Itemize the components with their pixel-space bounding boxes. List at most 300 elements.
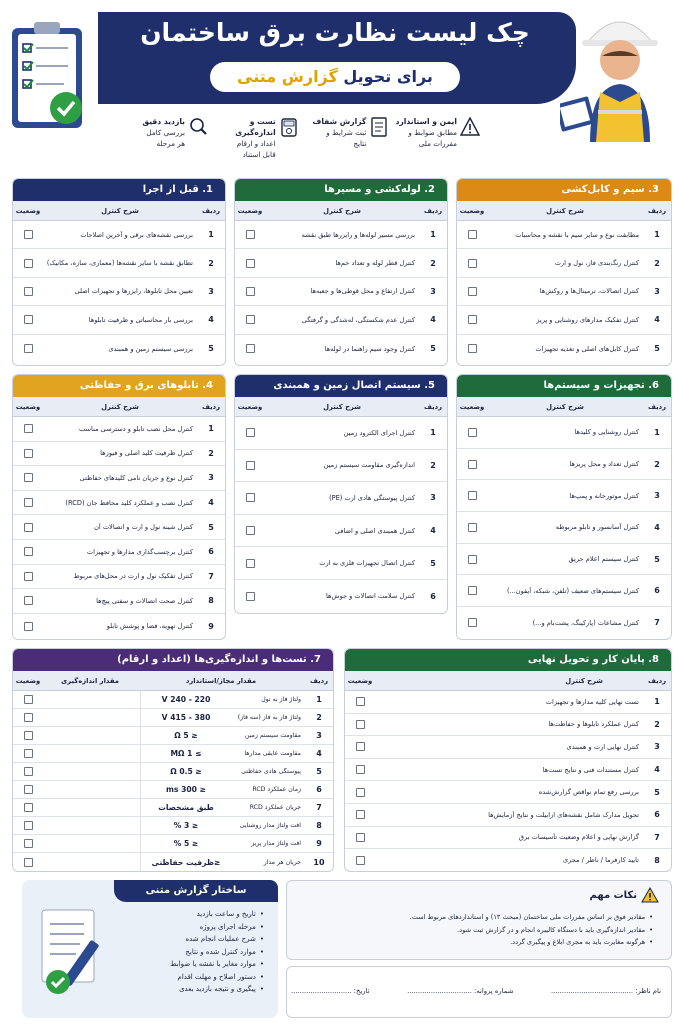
test-row [13,691,333,709]
col-no: ردیف [647,206,667,215]
measured-value-field[interactable] [43,817,141,834]
row-description: کنترل آسانسور و تابلو مربوطه [555,523,639,532]
col-status: وضعیت [15,206,41,215]
row-number: 2 [208,258,214,268]
status-checkbox[interactable] [246,287,255,296]
checklist-row [235,450,447,483]
status-checkbox[interactable] [468,555,477,564]
status-checkbox[interactable] [468,259,477,268]
table-header [345,671,671,691]
col-desc: شرح کنترل [546,402,584,411]
row-description: کنترل موتورخانه و پمپ‌ها [569,491,639,500]
report-item: • پیگیری و نتیجه بازدید بعدی [114,983,264,996]
row-description: بررسی مسیر لوله‌ها و رایزرها طبق نقشه [301,230,415,239]
row-number: 5 [208,522,214,532]
checklist-row [235,580,447,613]
table-header [457,201,671,221]
test-description: جریان عملکرد RCD [249,804,301,811]
row-description: کنترل همبندی اصلی و اضافی [334,526,415,535]
row-description: کنترل برچسب‌گذاری مدارها و تجهیزات [86,547,193,556]
row-number: 6 [208,547,214,557]
test-description: افت ولتاژ مدار روشنایی [239,822,301,829]
test-row [13,817,333,835]
checklist-row [457,335,671,363]
row-number: 1 [430,428,436,438]
report-item: • موارد مغایر با نقشه یا ضوابط [114,958,264,971]
row-description: کنترل تفکیک نول و ارت در محل‌های مربوط [73,572,193,581]
feature-title: بازدید دقیق [142,117,186,126]
status-checkbox[interactable] [24,498,33,507]
feature-line: بررسی کامل [146,128,186,137]
feature-line: قابل استناد [242,150,276,159]
col-no: ردیف [201,402,221,411]
section-title: 2. لوله‌کشی و مسیرها [235,179,447,201]
col-desc: شرح کنترل [323,206,361,215]
section-conduits [234,178,448,366]
checklist-row [13,278,225,306]
col-value: مقدار مجاز/استاندارد [185,676,257,685]
row-number: 2 [654,258,660,268]
test-row [13,763,333,781]
row-number: 5 [430,558,436,568]
table-header [13,201,225,221]
table-header [13,671,333,691]
row-number: 8 [654,855,660,865]
row-description: کنترل محل نصب تابلو و دسترسی مناسب [78,424,193,433]
test-row [13,727,333,745]
section-equipment [456,374,672,640]
col-no: ردیف [423,402,443,411]
row-number: 5 [654,344,660,354]
status-checkbox[interactable] [24,572,33,581]
col-status: وضعیت [347,676,373,685]
row-description: کنترل تعداد و محل پریزها [569,460,639,469]
status-checkbox[interactable] [24,287,33,296]
col-desc: شرح کنترل [565,676,603,685]
row-description: کنترل اتصال تجهیزات فلزی به ارت [319,559,415,568]
status-checkbox[interactable] [24,767,33,776]
status-checkbox[interactable] [24,424,33,433]
row-number: 3 [430,493,436,503]
col-status: وضعیت [15,676,41,685]
status-checkbox[interactable] [468,428,477,437]
measured-value-field[interactable] [43,745,141,762]
test-row [13,853,333,871]
row-description: کنترل قطر لوله و تعداد خم‌ها [335,259,415,268]
row-number: 6 [654,586,660,596]
row-description: تطابق نقشه با سایر نقشه‌ها (معماری، سازه، مکانیک) [46,259,193,268]
row-number: 4 [430,526,436,536]
status-checkbox[interactable] [24,803,33,812]
test-standard-value: 220 - 240 V [161,695,211,704]
row-number: 2 [430,460,436,470]
row-number: 6 [430,591,436,601]
status-checkbox[interactable] [24,858,33,867]
status-checkbox[interactable] [356,697,365,706]
checklist-row [457,449,671,481]
report-icon [369,116,389,138]
measured-value-field[interactable] [43,781,141,798]
status-checkbox[interactable] [468,618,477,627]
col-status: وضعیت [459,206,485,215]
row-description: کنترل عدم شکستگی، له‌شدگی و گرفتگی [301,315,415,324]
checklist-row [235,417,447,450]
note-item: • مقادیر اندازه‌گیری باید با دستگاه کالیبره انجام و در گزارش ثبت شود. [303,924,653,937]
status-checkbox[interactable] [468,491,477,500]
checklist-row [13,221,225,249]
note-item: • مقادیر فوق بر اساس مقررات ملی ساختمان (مبحث ۱۳) و استانداردهای مربوط است. [303,911,653,924]
section-wiring [456,178,672,366]
checklist-row [13,335,225,363]
section-title: 1. قبل از اجرا [13,179,225,201]
checklist-row [457,512,671,544]
status-checkbox[interactable] [24,622,33,631]
checklist-row [235,515,447,548]
signature-panel [286,966,672,1018]
measured-value-field[interactable] [43,853,141,871]
status-checkbox[interactable] [24,473,33,482]
checklist-row [457,249,671,277]
checklist-row [13,614,225,639]
checklist-row [13,540,225,565]
row-number: 2 [316,713,322,722]
col-status: وضعیت [459,402,485,411]
status-checkbox[interactable] [24,749,33,758]
report-item: • موارد کنترل شده و نتایج [114,946,264,959]
status-checkbox[interactable] [246,526,255,535]
date-field[interactable]: تاریخ: ............................ [291,987,370,995]
report-structure-panel [22,880,278,1018]
note-item: • هرگونه مغایرت باید به مجری ابلاغ و پیگیری گردد. [303,936,653,949]
report-item: • تاریخ و ساعت بازدید [114,908,264,921]
status-checkbox[interactable] [356,720,365,729]
section-title: 8. پایان کار و تحویل نهایی [345,649,671,671]
row-number: 6 [654,810,660,820]
row-description: کنترل روشنایی و کلیدها [574,428,639,437]
row-description: بررسی نقشه‌های برقی و آخرین اصلاحات [80,230,193,239]
status-checkbox[interactable] [468,460,477,469]
row-number: 1 [654,697,660,707]
status-checkbox[interactable] [246,230,255,239]
test-description: ولتاژ فاز به فاز (سه فاز) [237,714,301,721]
status-checkbox[interactable] [246,428,255,437]
row-description: کنترل رنگ‌بندی فاز، نول و ارت [554,259,639,268]
status-checkbox[interactable] [24,449,33,458]
supervisor-name-field[interactable]: نام ناظر: ...................................... [550,987,661,995]
row-number: 1 [654,230,660,240]
section-title: 4. تابلوهای برق و حفاظتی [13,375,225,397]
checklist-row [13,417,225,442]
row-description: کنترل عملکرد تابلوها و حفاظت‌ها [548,720,639,729]
measured-value-field[interactable] [43,799,141,816]
status-checkbox[interactable] [24,596,33,605]
status-checkbox[interactable] [468,586,477,595]
feature-title: گزارش شفاف [312,117,367,126]
feature-line: اعداد و ارقام [236,139,276,148]
test-standard-value: طبق مشخصات [158,803,214,812]
status-checkbox[interactable] [24,731,33,740]
section-title: 7. تست‌ها و اندازه‌گیری‌ها (اعداد و ارقام) [13,649,333,671]
row-number: 5 [654,554,660,564]
test-standard-value: ≤ 3 % [173,821,199,830]
measured-value-field[interactable] [43,691,141,708]
row-number: 8 [316,821,322,830]
checklist-row [345,827,671,850]
important-notes-panel [286,880,672,960]
checklist-row [13,491,225,516]
row-description: گزارش نهایی و اعلام وضعیت تأسیسات برق [518,833,639,842]
report-title: ساختار گزارش متنی [114,880,278,902]
row-description: بررسی رفع تمام نواقص گزارش‌شده [538,788,639,797]
row-number: 8 [208,596,214,606]
status-checkbox[interactable] [246,259,255,268]
row-description: کنترل مستندات فنی و نتایج تست‌ها [542,765,639,774]
notes-title: نکات مهم [589,889,637,901]
status-checkbox[interactable] [24,344,33,353]
row-number: 9 [208,621,214,631]
section-title: 6. تجهیزات و سیستم‌ها [457,375,671,397]
checklist-row [457,417,671,449]
status-checkbox[interactable] [24,785,33,794]
status-checkbox[interactable] [24,523,33,532]
status-checkbox[interactable] [468,523,477,532]
status-checkbox[interactable] [246,493,255,502]
row-number: 7 [316,803,322,812]
test-row [13,799,333,817]
row-number: 2 [654,719,660,729]
test-description: جریان هر مدار [263,858,301,866]
row-description: کنترل کابل‌های اصلی و تغذیه تجهیزات [535,344,639,353]
col-no: ردیف [309,676,329,685]
col-no: ردیف [647,676,667,685]
row-number: 2 [430,258,436,268]
feature-line: هر مرحله [156,139,186,148]
checklist-row [235,547,447,580]
section-final-delivery [344,648,672,872]
test-row [13,709,333,727]
status-checkbox[interactable] [468,287,477,296]
status-checkbox[interactable] [24,547,33,556]
report-item: • دستور اصلاح و مهلت اقدام [114,971,264,984]
measured-value-field[interactable] [43,709,141,726]
measured-value-field[interactable] [43,727,141,744]
status-checkbox[interactable] [24,315,33,324]
test-row [13,781,333,799]
checklist-row [345,781,671,804]
row-description: کنترل شینه نول و ارت و اتصالات آن [94,523,193,532]
row-number: 7 [654,618,660,628]
section-title: 5. سیستم اتصال زمین و همبندی [235,375,447,397]
row-number: 7 [208,571,214,581]
feature-line: ثبت شرایط و [326,128,367,137]
row-description: کنترل پیوستگی هادی ارت (PE) [329,493,415,502]
row-description: کنترل نهایی ارت و همبندی [566,742,639,751]
test-row [13,835,333,853]
checklist-row [345,804,671,827]
header [0,0,683,170]
report-item: • شرح عملیات انجام شده [114,933,264,946]
row-number: 1 [208,230,214,240]
status-checkbox[interactable] [246,344,255,353]
row-number: 5 [654,787,660,797]
row-number: 10 [313,857,325,867]
col-no: ردیف [647,402,667,411]
checklist-row [457,575,671,607]
row-number: 4 [430,315,436,325]
row-description: تعیین محل تابلوها، رایزرها و تجهیزات اصلی [74,287,193,296]
row-number: 1 [316,695,322,704]
row-number: 3 [654,286,660,296]
row-description: کنترل ارتفاع و محل قوطی‌ها و جعبه‌ها [310,287,415,296]
checklist-row [13,306,225,334]
section-before-execution [12,178,226,366]
measured-value-field[interactable] [43,835,141,852]
col-desc: شرح کنترل [546,206,584,215]
test-description: مقاومت سیستم زمین [244,732,301,739]
row-number: 3 [654,491,660,501]
status-checkbox[interactable] [356,788,365,797]
row-description: کنترل اتصالات، ترمینال‌ها و روکش‌ها [539,287,639,296]
row-description: کنترل نصب و عملکرد کلید محافظ جان (RCD) [65,498,193,507]
status-checkbox[interactable] [24,230,33,239]
row-description: کنترل مشاعات (پارکینگ، پشت‌بام و...) [532,618,639,627]
checklist-row [235,278,447,306]
row-description: کنترل نوع و جریان نامی کلیدهای حفاظتی [79,473,193,482]
warning-icon [460,116,480,138]
row-number: 4 [654,522,660,532]
feature-item [120,116,208,166]
checklist-row [345,759,671,782]
status-checkbox[interactable] [246,559,255,568]
row-number: 3 [316,731,322,740]
status-checkbox[interactable] [246,461,255,470]
measured-value-field[interactable] [43,763,141,780]
feature-item [211,116,299,166]
status-checkbox[interactable] [356,765,365,774]
feature-line: نتایج [353,139,367,148]
status-checkbox[interactable] [468,230,477,239]
col-desc: شرح کنترل [323,402,361,411]
checklist-row [235,482,447,515]
col-measured: مقدار اندازه‌گیری [61,676,119,685]
test-standard-value: ≤ 300 ms [166,785,206,794]
test-standard-value: 380 - 415 V [161,713,211,722]
checklist-row [13,442,225,467]
checklist-row [235,306,447,334]
checklist-row [345,714,671,737]
row-description: بررسی بار محاسباتی و ظرفیت تابلوها [88,315,193,324]
row-number: 9 [316,839,322,848]
clipboard-icon [8,20,90,132]
checklist-row [457,480,671,512]
row-number: 6 [316,785,322,794]
row-number: 4 [208,315,214,325]
row-number: 2 [654,459,660,469]
row-number: 4 [208,498,214,508]
checklist-row [457,221,671,249]
col-status: وضعیت [15,402,41,411]
test-standard-value: ≥ 1 MΩ [170,749,202,758]
row-description: کنترل وجود سیم راهنما در لوله‌ها [324,344,415,353]
status-checkbox[interactable] [24,821,33,830]
test-description: ولتاژ فاز به نول [261,696,301,703]
status-checkbox[interactable] [468,315,477,324]
status-checkbox[interactable] [468,344,477,353]
feature-item [392,116,480,166]
row-number: 5 [208,344,214,354]
row-number: 2 [208,448,214,458]
row-number: 3 [208,473,214,483]
row-number: 3 [430,286,436,296]
row-description: تست نهایی کلیه مدارها و تجهیزات [545,697,639,706]
status-checkbox[interactable] [24,713,33,722]
test-standard-value: ≤ظرفیت حفاظتی [151,857,221,867]
row-number: 3 [208,286,214,296]
row-description: کنترل صحت اتصالات و سفتی پیچ‌ها [96,596,193,605]
status-checkbox[interactable] [356,810,365,819]
checklist-row [345,849,671,872]
status-checkbox[interactable] [246,592,255,601]
status-checkbox[interactable] [356,833,365,842]
notes-items [303,911,653,949]
status-checkbox[interactable] [24,259,33,268]
feature-line: مقررات ملی [418,139,457,148]
row-description: کنترل تفکیک مدارهای روشنایی و پریز [536,315,639,324]
test-standard-value: ≤ 5 % [173,839,199,848]
row-number: 5 [430,344,436,354]
row-number: 1 [430,230,436,240]
status-checkbox[interactable] [24,695,33,704]
license-number-field[interactable]: شماره پروانه: .............................. [407,987,514,995]
col-no: ردیف [423,206,443,215]
row-description: بررسی سیستم زمین و همبندی [108,344,193,353]
col-status: وضعیت [237,402,263,411]
row-number: 7 [654,832,660,842]
checklist-row [457,306,671,334]
status-checkbox[interactable] [356,856,365,865]
meter-icon [279,116,299,138]
status-checkbox[interactable] [356,742,365,751]
document-pen-icon [36,904,116,1004]
status-checkbox[interactable] [24,839,33,848]
checklist-row [13,466,225,491]
warning-icon [641,887,659,903]
checklist-row [13,249,225,277]
test-description: افت ولتاژ مدار پریز [251,840,301,847]
row-number: 3 [654,742,660,752]
feature-list [120,116,480,166]
page-subtitle: برای تحویل گزارش متنی [210,62,460,92]
test-description: زمان عملکرد RCD [252,786,301,793]
report-items [114,908,264,996]
feature-title: ایمن و استاندارد [395,117,457,126]
checklist-row [457,278,671,306]
row-number: 1 [208,424,214,434]
checklist-row [13,565,225,590]
feature-title: تست و اندازه‌گیری [235,117,276,137]
checklist-row [345,736,671,759]
page-title: چک لیست نظارت برق ساختمان [140,18,530,47]
row-number: 1 [654,427,660,437]
row-number: 4 [316,749,322,758]
row-description: کنترل سیستم‌های ضعیف (تلفن، شبکه، آیفون...) [506,586,639,595]
row-description: کنترل سیستم اعلام حریق [568,555,639,564]
checklist-row [235,249,447,277]
status-checkbox[interactable] [246,315,255,324]
table-header [235,397,447,417]
test-standard-value: ≤ 0.5 Ω [170,767,202,776]
section-tests [12,648,334,872]
